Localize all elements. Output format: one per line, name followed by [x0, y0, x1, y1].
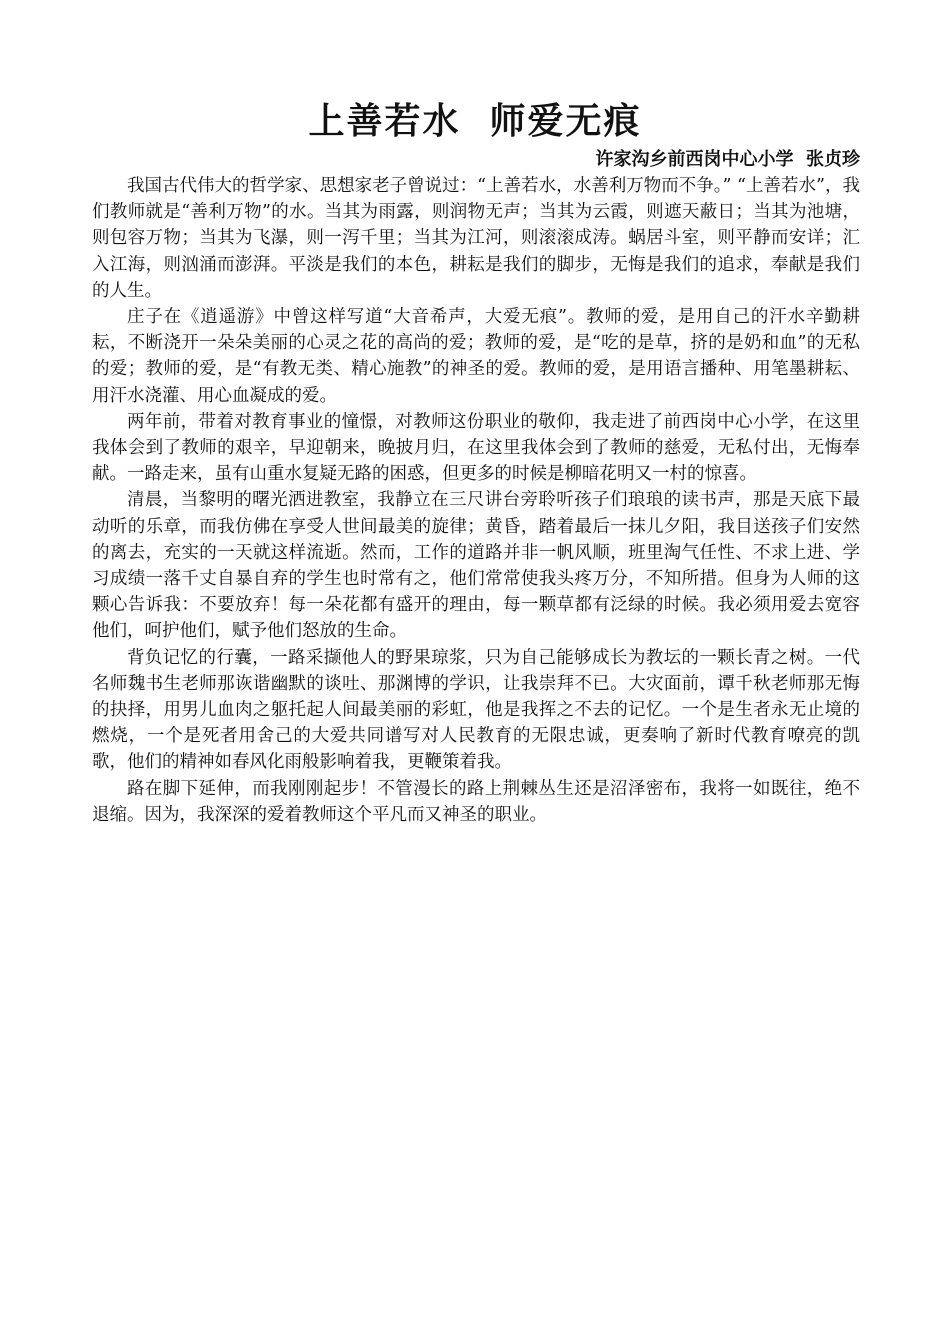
- paragraph: 背负记忆的行囊，一路采撷他人的野果琼浆，只为自己能够成长为教坛的一颗长青之树。一代名师魏书生老师那诙谐幽默的谈吐、那渊博的学识，让我崇拜不已。大灾面前，谭千秋老师那无悔的抉择，用男儿血肉之躯托起人间最美丽的彩虹，他是我挥之不去的记忆。一个是生者永无止境的燃烧，一个是死者用舍己的大爱共同谱写对人民教育的无限忠诚，更奏响了新时代教育嘹亮的凯歌，他们的精神如春风化雨般影响着我，更鞭策着我。: [92, 647, 860, 773]
- article-title: 上善若水 师爱无痕: [308, 101, 642, 142]
- paragraph: 路在脚下延伸，而我刚刚起步！不管漫长的路上荆棘丛生还是沼泽密布，我将一如既往，绝不退缩。因为，我深深的爱着教师这个平凡而又神圣的职业。: [92, 778, 860, 825]
- paragraph: 两年前，带着对教育事业的憧憬，对教师这份职业的敬仰，我走进了前西岗中心小学，在这里我体会到了教师的艰辛，早迎朝来，晚披月归，在这里我体会到了教师的慈爱，无私付出，无悔奉献。一路走来，虽有山重水复疑无路的困惑，但更多的时候是柳暗花明又一村的惊喜。: [92, 411, 860, 485]
- article-body: [92, 173, 860, 828]
- paragraph: 庄子在《逍遥游》中曾这样写道“大音希声，大爱无痕”。教师的爱，是用自己的汗水辛勤耕耘，不断浇开一朵朵美丽的心灵之花的高尚的爱；教师的爱，是“吃的是草，挤的是奶和血”的无私的爱；教师的爱，是“有教无类、精心施教”的神圣的爱。教师的爱，是用语言播种、用笔墨耕耘、用汗水浇灌、用心血凝成的爱。: [92, 307, 860, 406]
- author-line: 许家沟乡前西岗中心小学 张贞珍: [595, 149, 860, 170]
- paragraph: 清晨，当黎明的曙光洒进教室，我静立在三尺讲台旁聆听孩子们琅琅的读书声，那是天底下最动听的乐章，而我仿佛在享受人世间最美的旋律；黄昏，踏着最后一抹儿夕阳，我目送孩子们安然的离去，充实的一天就这样流逝。然而，工作的道路并非一帆风顺，班里淘气任性、不求上进、学习成绩一落千丈自暴自弃的学生也时常有之，他们常常使我头疼万分，不知所措。但身为人师的这颗心告诉我：不要放弃！每一朵花都有盛开的理由，每一颗草都有泛绿的时候。我必须用爱去宽容他们，呵护他们，赋予他们怒放的生命。: [92, 490, 860, 642]
- paragraph: 我国古代伟大的哲学家、思想家老子曾说过：“上善若水，水善利万物而不争。” “上善若水”，我们教师就是“善利万物”的水。当其为雨露，则润物无声；当其为云霞，则遮天蔽日；当其为池塘，则包容万物；当其为飞瀑，则一泻千里；当其为江河，则滚滚成涛。蜗居斗室，则平静而安详；汇入江海，则汹涌而澎湃。平淡是我们的本色，耕耘是我们的脚步，无悔是我们的追求，奉献是我们的人生。: [92, 176, 860, 301]
